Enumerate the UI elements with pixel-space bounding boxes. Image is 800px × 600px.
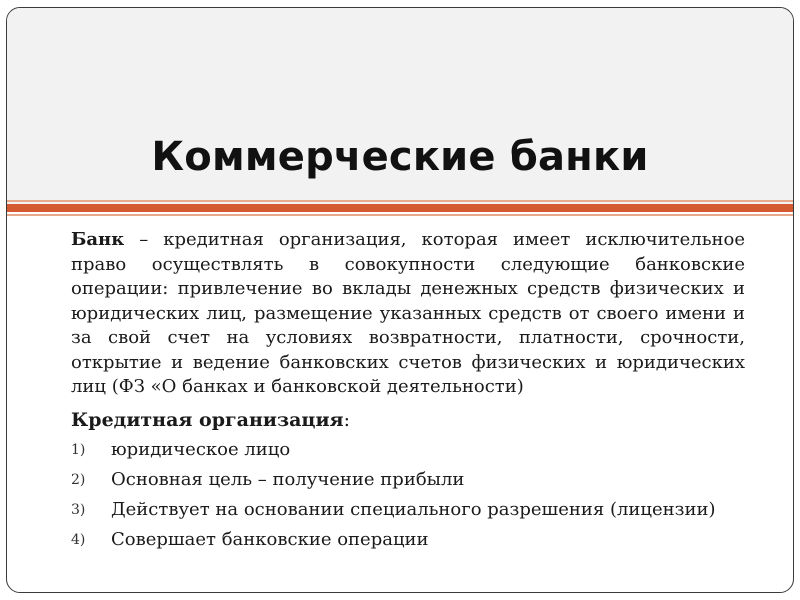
title-band <box>7 8 793 205</box>
subheading <box>71 408 745 432</box>
list-number: 4) <box>71 531 86 548</box>
accent-bar <box>7 204 793 212</box>
list-item <box>71 438 745 461</box>
slide-content <box>71 228 745 558</box>
subheading-colon: : <box>343 408 350 431</box>
slide-title: Коммерческие банки <box>151 134 649 180</box>
accent-line-bottom <box>7 214 793 216</box>
bank-definition <box>71 228 745 400</box>
definition-text: – кредитная организация, которая имеет исключительное право осуществлять в совокупности следующие банковские операции: привлечение во вклады денежных средств физических и юридических лиц, размещение указанных средств от своего имени и за свой счет на условиях возвратности, платности, срочности, открытие и ведение банковских счетов физических и юридических лиц (ФЗ «О банках и банковской деятельности) <box>71 229 745 397</box>
list-number: 2) <box>71 471 86 488</box>
accent-line-top <box>7 200 793 202</box>
list-item-text: Основная цель – получение прибыли <box>111 468 465 490</box>
list-item-text: Совершает банковские операции <box>111 528 429 550</box>
subheading-text: Кредитная организация <box>71 408 344 431</box>
list-item <box>71 498 745 521</box>
list-item <box>71 468 745 491</box>
list-item-text: юридическое лицо <box>111 438 291 460</box>
list-number: 3) <box>71 501 86 518</box>
definition-term: Банк <box>71 229 125 250</box>
features-list <box>71 438 745 551</box>
list-number: 1) <box>71 441 86 458</box>
list-item <box>71 528 745 551</box>
slide <box>6 7 794 593</box>
list-item-text: Действует на основании специального разрешения (лицензии) <box>111 498 716 520</box>
